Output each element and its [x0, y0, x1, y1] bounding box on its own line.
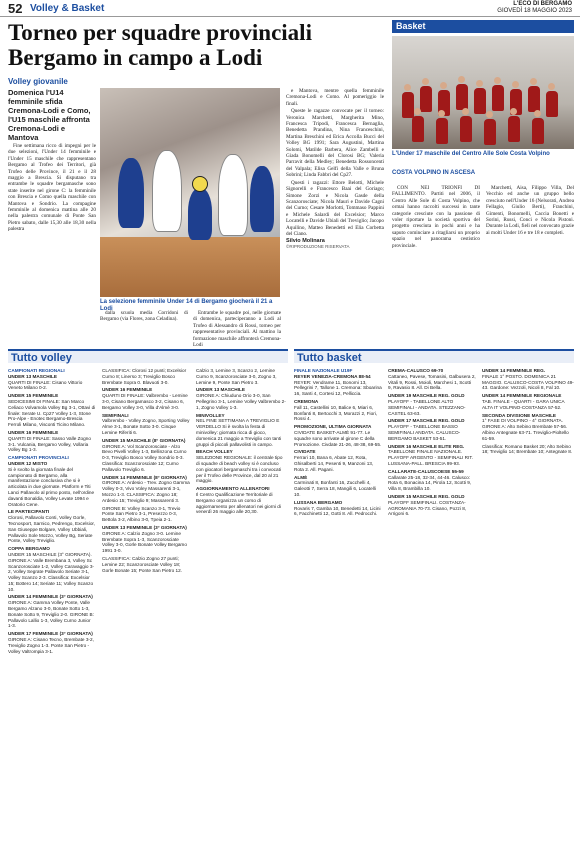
result-text: NEL FINE SETTIMANA A TREVIGLIO E VERDELLO Si è svolta la festa di minivolley: giornata ricca di gioco, domenica 21 maggio a Treviglio con tanti gruppi di piccoli pallavolisti in campo.	[196, 418, 282, 447]
article-lede: Domenica l'U14 femminile sfida Cremona-Lodi e Como, l'U15 maschile affronta Cremona-Lodi e Mantova	[8, 88, 91, 142]
result-block	[102, 368, 190, 385]
basket-results-col-1	[294, 368, 382, 842]
volley-results-col-3	[196, 368, 286, 842]
result-text: CLASSIFICA: Calzio Zogno 27 punti; Lemine 22; Scanzorosciate Volley 18; Gorle Bonate 15; Ponte San Pietro 12.	[102, 555, 183, 573]
result-subtitle: UNDER 14 FEMMINILE REGIONALE	[482, 393, 562, 399]
result-block	[482, 413, 574, 442]
result-text: PLAYOFF - TABELLONE BASSO SEMIFINALI ANDATA. CALUSCO-BERGAMO BASKET 53-51.	[388, 424, 461, 441]
result-block	[388, 469, 476, 492]
result-block	[102, 475, 190, 504]
result-block	[196, 449, 286, 484]
result-text: Carminati 8, Bonfanti 16, Zucchelli 4, Galeotti 7, Serra 18, Mangili 6, Locatelli 10.	[294, 480, 376, 497]
issue-date: GIOVEDÌ 18 MAGGIO 2023	[497, 8, 572, 14]
result-block	[196, 368, 286, 385]
result-block	[388, 368, 476, 391]
article-column-3	[193, 310, 281, 349]
basket-column-b	[486, 185, 574, 342]
result-text: Cattaneo, Pavese, Tomasini, Galbusera 2, Vitali 9, Rossi, Moioli, Marchesi 1, Scotti 9, Ravasio 8. All. Di Bella.	[388, 373, 476, 391]
volley-results-col-1	[8, 368, 96, 842]
basket-column-a	[392, 185, 480, 342]
result-block	[8, 430, 96, 453]
article-paragraph: Fine settimana ricco di impegni per le due selezioni, l'Under 14 femminile e l'Under 15 maschile che rappresentano Bergamo al Trofeo dei Territori, già Trofeo delle Province, il 21 e il 28 maggio a Brescia. Si disputano tra entrambe le squadre bergamasche sono state inserite nel girone C: la femminile con Brescia e Como quella maschile con Mantova e Sondrio. La compagine femminile al domenica mattina alle 20 nella palestra comunale di Ponte San Pietro sabato, dalle 15,30 alle 18,30 nella palestra	[8, 143, 96, 233]
result-block	[8, 368, 96, 391]
result-text: QUARTI DI FINALE: Sasso Valle Zogno 3-1. Vulcania, Bergamo Volley, Vollaria Volley Bg 1-3.	[8, 435, 91, 453]
result-subtitle: SECONDA DIVISIONE MASCHILE	[482, 412, 557, 418]
result-subtitle: UNDER 14 FEMMINILE (3° GIORNATA)	[8, 594, 93, 600]
result-block	[8, 455, 96, 507]
result-text: Ferrari 10, Bana 6, Abate 12, Rota, Ghisalberti 14, Pesenti 9, Manzoni 13, Rota 2. All. Pagani.	[294, 455, 374, 472]
result-subtitle: LUSSANA BERGAMO	[294, 499, 343, 505]
result-block	[8, 631, 96, 654]
result-text: GIRONE B: Volley Scanzo 3-1, Trevio Ponte San Pietro 3-1, Presezzo 0-3, Bettola 3-2, Albino 3-0, Tpeia 2-1.	[102, 505, 181, 523]
article-column-4	[286, 88, 384, 342]
result-subtitle: UNDER 15 MASCHILE REG. GOLD	[388, 493, 465, 499]
result-block	[102, 387, 190, 410]
result-subtitle: UNDER 17 MASCHILE REG. GOLD	[388, 418, 465, 424]
result-text: REYER: Vendrame 11, Bonomi 13, Pellegrini 7, Tallone 1. Cremona: Sboarina 16, Santi 4, Cortesi 12, Pelliccia.	[294, 379, 382, 397]
result-subtitle: MINIVOLLEY	[196, 412, 225, 418]
result-subtitle: ALMÈ	[294, 474, 308, 480]
result-subtitle: UNDER 13 MASCHILE	[196, 387, 245, 393]
result-subtitle: CREMA-CALUSCO 69-70	[388, 368, 444, 373]
result-block	[388, 418, 476, 441]
result-text: Il Centro Qualificazione Territoriale di Bergamo organizza un corso di aggiornamento per allenatori nei giorni di venerdì 26 maggio alle 20,30.	[196, 491, 281, 515]
article-kicker: Volley giovanile	[8, 77, 68, 86]
result-block	[102, 438, 190, 473]
result-text: QUARTI DI FINALE: Cisano Vittorio Veneto Milano 0-2.	[8, 379, 83, 391]
result-subtitle: CALLARATE-CALUSCOESE 55-59	[388, 468, 464, 474]
result-block	[482, 444, 574, 456]
result-text: GIRONE A: Vol Scanzorosciate - Alzo Bevo Pivelli Volley 1-3, Bellinzona Curno 0-3, Treviglio Bosco Volley Sondrio 0-3. Classifica: Scanzorosciate 12; Curno Pallavolo Treviglio 6.	[102, 443, 187, 472]
result-text: CLASSIFICA: Clorosi 12 punti; Excelsior Curno 8; Linerso 3; Treviglio Bosco Brembate Sopra 0. Blavuoti 3-0.	[102, 368, 187, 385]
result-block	[196, 387, 286, 410]
result-block	[388, 444, 476, 467]
result-subtitle: UNDER 15 MASCHILE (8° GIORNATA)	[102, 437, 186, 443]
copyright-note: ©RIPRODUZIONE RISERVATA	[286, 244, 350, 250]
result-subtitle: PROMOZIONE, ULTIMA GIORNATA	[294, 424, 372, 430]
volley-results-band: Tutto volley	[8, 349, 288, 363]
result-text: PLAYOFF SEMIFINALI. COSTANZA-AGROMANIA 70-73. Cisano, Pozzi 8, Arrigoni 6.	[388, 499, 467, 517]
team-photo-basket	[392, 36, 574, 149]
result-text: PLAYOFF - TABELLONE ALTO SEMIFINALI - ANDATA. STEZZANO-CASTEL 63-63.	[388, 398, 466, 416]
result-block	[8, 393, 96, 428]
result-block	[196, 486, 286, 515]
result-section-title: CAMPIONATI REGIONALI	[8, 368, 65, 373]
result-block	[196, 413, 286, 448]
result-subtitle: UNDER 15 FEMMINILE	[8, 393, 59, 399]
result-block	[294, 424, 382, 447]
result-text: Classifica: Romano Basket 20; Alto Sebino 18; Treviglio 14; Brembate 10; Antegnate 8.	[482, 443, 573, 455]
result-section-title: CAMPIONATI PROVINCIALI	[8, 455, 69, 461]
result-text: Rovaris 7, Gamba 10, Benedetti 14, Licini 6, Facchinetti 12, Gotti 8. All. Pedrocchi.	[294, 505, 381, 517]
result-subtitle: UNDER 14 FEMMINILE REG.	[482, 368, 546, 373]
result-subtitle: AGGIORNAMENTO ALLENATORI	[196, 486, 270, 492]
result-block	[388, 393, 476, 416]
result-text: SEDICESIMI DI FINALE: San Marco Celiaco Volvamola Volley Bg 3-1, Ottavi di finale: Serate U. Cp27 Volley 1-3, Stone Pro-Alpe - Enotec Bergamo-Brescia Ferroli Milano, Visconti Ticino Milano.	[8, 398, 96, 428]
article-signature: Silvio Molinara	[286, 238, 325, 245]
basket-tag: Basket	[392, 20, 574, 33]
result-subtitle: UNDER 16 MASCHILE ELITE REG.	[388, 443, 465, 449]
result-text: GIRONE A: Calzio Zogno 3-0. Lemine Brembate Sopra 1-3, Scanzorosciate Volley 3-0, Gorle Bonate Volley Bergamo 1991 3-0.	[102, 530, 187, 554]
result-subtitle: UNDER 19 MASCHILE REG. GOLD	[388, 393, 465, 399]
result-subtitle: UNDER 16 FEMMINILE	[8, 429, 59, 435]
result-subtitle: UNDER 12 MISTO	[8, 460, 48, 466]
result-text: GIRONE A: Gamma Volley Ponte, Valle Bergamo Alzano 3-0, Bonate Sotto 1-3, Bonate Sotto 9, Treviglio 2-0. GIRONE B: Pallavolo Lallio 1-3, Volley Curno Junior 1-3.	[8, 600, 94, 629]
result-text: Clorosi, Pallavolo Conti, Volley Gorle, Tecnosport, Sarnico, Pedrengo, Excelsior, San Giuseppe Bolgare, Volley Ubbiali, Pallavolo Sole Mozzo, Volley Bg, Seriate Ponte, Volley Treviglio.	[8, 515, 96, 544]
article-column-2	[100, 310, 188, 342]
result-subtitle: UNDER 13 FEMMINILE (3° GIORNATA)	[102, 524, 187, 530]
result-block	[102, 413, 190, 436]
result-text: SELEZIONE REGIONALE: il centrale tipo di squadre di beach volley si è concluso con giocatori bergamaschi tra i convocati per il Trofeo delle Province, dal 20 al 21 maggio.	[196, 455, 283, 484]
result-block	[102, 556, 190, 573]
article-paragraph: Marchetti, Aisa, Filippo Villa, Del Vecchio ed anche un gruppo bello cresciuto nell'Under 16 (Nelsorati, Andrea Fellagio, Giulio Berti), Franchini, Gimenti, Bonomelli, Caccia Bonetti e Sorini, Russi, Conci e Nicola Pistoni. Durante la Lodi, fieli nel convocato grazie ai molti Under 16 e tre 18 e completi.	[486, 185, 575, 236]
article-paragraph: dalla scuola media Corridoni di Bergamo (via Flores, zona Celadina).	[100, 310, 188, 323]
basket-photo-caption: L'Under 17 maschile del Centro Alle Sole Costa Volpino	[392, 151, 550, 157]
volley-results-col-2	[102, 368, 190, 842]
basket-results-col-3	[482, 368, 574, 842]
result-block	[8, 546, 96, 592]
result-text: GIRONE A: Chiuduno Orio 3-0, San Pellegrino 3-1, Lemine Volley Valbrembo 2-1, Zogno Volley 1-3.	[196, 393, 286, 410]
result-block	[482, 368, 574, 391]
result-text: QUARTI DI FINALE: Valbrembo - Lemine 3-0, Cisano Bergamasco 3-2, Cisano 6, Bergamo Volley 3-0, Villa d'Almè 3-0.	[102, 393, 188, 410]
result-block	[294, 500, 382, 517]
result-block	[294, 475, 382, 498]
result-text: TABELLONE FINALE NAZIONALE. PLAYOFF ARGENTO - SEMIFINALI RIT. LUSSANA-PALL. BRESCIA 99-93.	[388, 449, 473, 466]
result-block	[482, 393, 574, 410]
page-header	[0, 0, 580, 17]
result-section-title: FINALE NAZIONALE U19F	[294, 368, 353, 373]
result-block	[102, 525, 190, 554]
page-number: 52	[8, 1, 23, 16]
article-paragraph: Questi i ragazzi: Ettore Belotti, Michele Signorelli e Francesco Baai del Goriago; Simone Zorzi e Nicola Gasde della Scanzorosciate; Nicola Mauri e Davide Cagni del Curno; Cesare Morlotti, Tommaso Pappini e Michele Salardi del Excelsior; Marco Locatelli e Davide Ubiali del Treviglio; Jacopo Aquilino, Matteo Benedetti ed Elia Corbetta del Ciano.	[286, 179, 384, 237]
result-subtitle: UNDER 17 FEMMINILE (3° GIORNATA)	[8, 631, 93, 637]
result-subtitle: REYER VENEZIA-CREMONA 88-54	[294, 373, 371, 379]
result-subtitle: CIVIDATE	[294, 449, 316, 455]
article-paragraph: Queste le ragazze convocate per il torneo: Veronica Marchetti, Margherita Mino, Francesca Tripodi, Francesca Bernaglia, Benedetta Prandina, Nina Franceschini, Martina Breschini ed Erica Accolla Bucci del Volley BG 1991; Sara Augustini, Martina Solomi, Matilde Barbera, Alice Zambelli e Giada Bonomelli del Clorosi BG; Valeria Parravit della Medley; Benedetta Rossoncenti del Valpala; Elisa Gelfi della Valle e Bruna Sobrini; Linda Fabbri del Cp27.	[286, 108, 384, 179]
result-text: 1° FASE DI VOLPINO - 4° GIORNATA. GIRONE A: Alto Sebino Brembate 57-56. Albino Antegnate 63-71. Treviglio-Pioltello 61-59.	[482, 418, 569, 441]
article-column-1	[8, 143, 96, 342]
result-text: TAB. FINALE - QUARTI - GARA UNICA ALTA IT VOLPINO-COSTANZA 57-52.	[482, 398, 565, 410]
result-block	[294, 368, 382, 397]
result-text: Si è svolto la giornata finale del campionato di Bergamo, alla manifestazione conclusiva che si è articolata in due giornate. Platform e Titi Lanci Pallavolo al primo posto, nell'ordine davanti Bonaldia, Volley Levate 1994 e Oratorio Cene.	[8, 466, 95, 507]
basket-results-col-2	[388, 368, 476, 842]
result-block	[294, 399, 382, 422]
result-text: GIRONE A: Cisano Tecno, Brembate 3-2, Treviglio Zogno 1-3. Ponte San Pietro - Volley Valtrompia 3-1.	[8, 637, 94, 654]
article-paragraph: Entrambe le squadre poi, nelle giornate di domenica, parteciperanno a Lodi al Trofeo di Alessandro di Rossi, torneo per rappresentative provinciali. Al mattino la formazione maschile affronterà Cremona-Lodi	[193, 310, 281, 349]
result-subtitle: UNDER 16 FEMMINILE	[102, 387, 153, 393]
section-name: Volley & Basket	[30, 3, 105, 14]
result-block	[8, 594, 96, 629]
result-block	[102, 506, 190, 523]
result-block	[8, 509, 96, 544]
result-subtitle: COPPA BERGAMO	[8, 546, 50, 552]
result-text: Valbrembo - Volley Zogno, Sporting Volley Alme 3-1, Bonate Sotto 3-0. Cinque Lemine Riferiti 6.	[102, 418, 190, 435]
result-block	[294, 449, 382, 472]
result-subtitle: BEACH VOLLEY	[196, 449, 233, 455]
result-text: FINALE 1° POSTO. DOMENICA 21 MAGGIO. CALUSCO-COSTA VOLPINO 49-43. Gardone: Vezzoli, Nicoli 8, Fal 10.	[482, 373, 574, 391]
newspaper-name: L'ECO DI BERGAMO	[513, 1, 572, 7]
photo-caption: La selezione femminile Under 14 di Bergamo giocherà il 21 a Lodi	[100, 299, 273, 312]
result-subtitle: UNDER 13 MASCHILE	[8, 373, 57, 379]
basket-story-heading: COSTA VOLPINO IN ASCESA	[392, 170, 476, 176]
result-subtitle: UNDER 14 FEMMINILE (8° GIORNATA)	[102, 474, 187, 480]
result-text: UNDER 15 MASCHILE (3° GIORNATA). GIRONE A: Valle Brembana 3, Volley Sc Scanzorosciate 1-2, Volley Caravaggio 3-2, Volley Segrate Pallavolo Seriate 3-1, Volley Scanzo 2-3. Classifica: Excelsior 15; Bottero 14; Seriate 11; Volley Scanzo 10.	[8, 551, 94, 592]
result-text: Callarate 25-18, 32-34, 44-46. Calusco: Rota 6, Bonacina 14, Pirola 12, Scotti 9, Villa 8, Brambilla 10.	[388, 474, 472, 492]
article-headline: Torneo per squadre provinciali Bergamo in campo a Lodi	[8, 20, 312, 70]
result-block	[388, 494, 476, 517]
result-text: Fall 11, Castellini 10, Balice 6, Miari 6, Bonfanti 8, Bertocchi 3, Morazzi 2, Fiori, Rossi 4.	[294, 404, 378, 422]
article-paragraph: CON NEI TRIONFI DI FALLIMENTO. Partiti nel 2006, il Centro Alle Sole di Costa Volpino, che ormai hanno raccolti successi in tante categorie cresciute con la passione di voler riportare la società sportiva del progetto cresciuta in pochi anni e ha saputo cominciare a ritagliarsi un proprio spazio nel panorama cestistico provinciale.	[392, 185, 480, 249]
basket-results-band: Tutto basket	[294, 349, 574, 363]
article-paragraph: e Mantova, mentre quella femminile Cremona-Lodi e Como. Al pomeriggio le finali.	[286, 88, 384, 107]
result-text: Calzio 3, Lemine 3, Scanzo 2, Lemine Curno 9, Scanzorosciate 3-0, Zogno 3, Lemine 9, Ponte San Pietro 3.	[196, 368, 277, 385]
team-photo-volley	[100, 88, 280, 297]
result-subtitle: LE PARTECIPANTI	[8, 509, 50, 515]
result-text: CIVIDATE BASKET-ALMÈ 91-77. Le squadre sono arrivate al girone C della Promozione. Civdate 21-26, 48-38, 69-55.	[294, 429, 382, 447]
result-text: GIRONE A: Ardesio - Trev. Zogno Gamma Volley 0-3, Vivo Voley Massarenti 3-1, Mozzo 1-3. CLASSIFICA: Zogno 18; Ardesio 15; Treviglio 9; Massarenti 3.	[102, 480, 190, 503]
result-subtitle: SEMIFINALI	[102, 412, 129, 418]
result-subtitle: CREMONA	[294, 398, 319, 404]
masthead	[497, 1, 572, 15]
volleyball-icon	[192, 176, 208, 192]
